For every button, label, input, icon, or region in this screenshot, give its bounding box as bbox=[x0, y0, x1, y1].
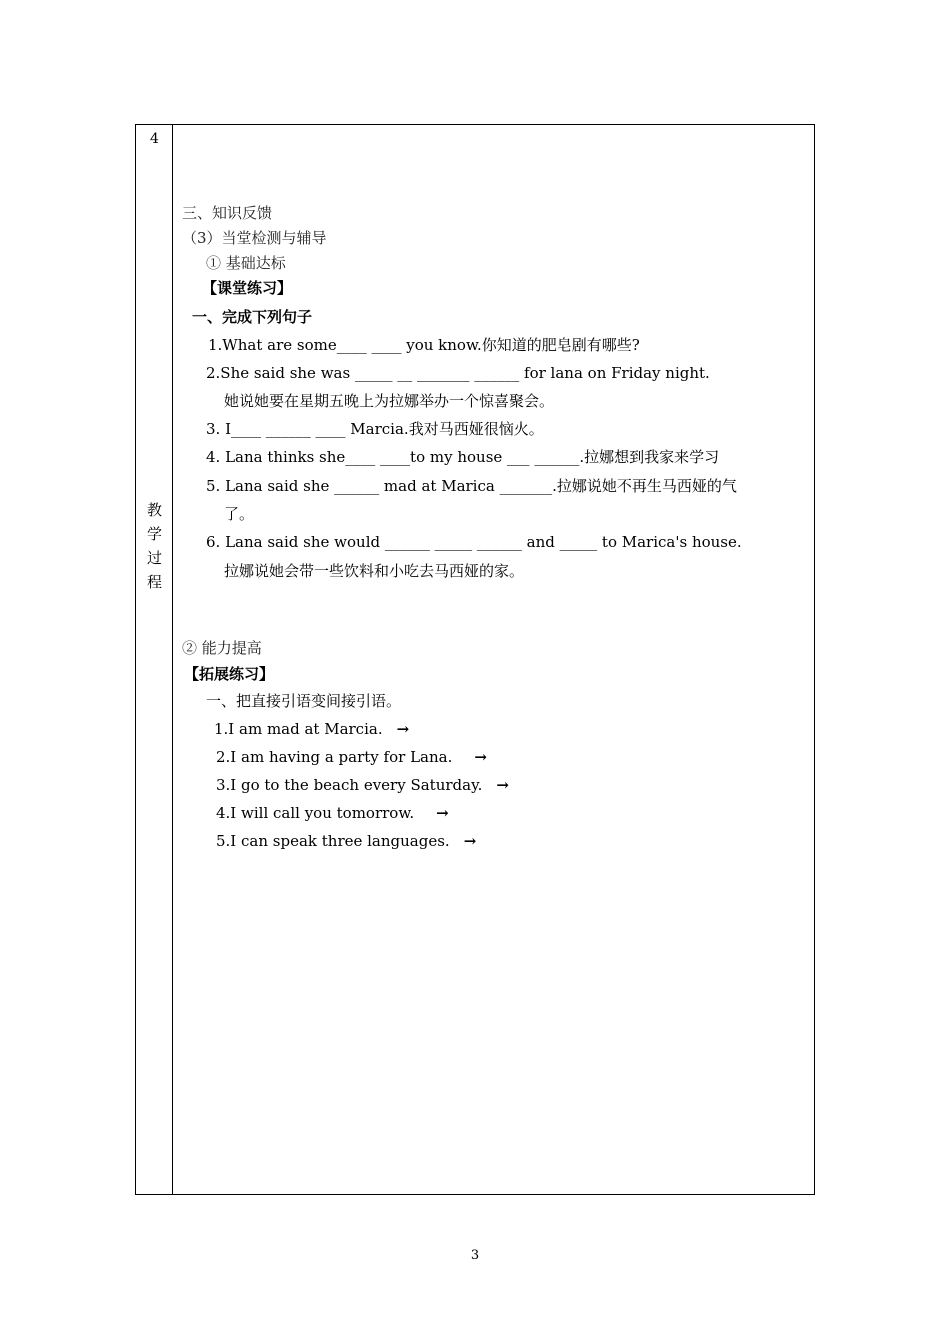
content-cell bbox=[173, 125, 814, 1194]
side-label-char: 过 bbox=[146, 549, 162, 567]
part1-title: 一、完成下列句子 bbox=[192, 308, 313, 326]
section-heading: 三、知识反馈 bbox=[182, 204, 273, 222]
quote-item bbox=[214, 719, 409, 739]
exercise-sentence: 1.What are some____ ____ you know.你知道的肥皂剧有哪些? bbox=[208, 336, 640, 354]
exercise-translation: 拉娜说她会带一些饮料和小吃去马西娅的家。 bbox=[224, 562, 525, 580]
exercise-translation: 她说她要在星期五晚上为拉娜举办一个惊喜聚会。 bbox=[224, 392, 555, 410]
lesson-table bbox=[135, 124, 815, 1195]
exercise-sentence: 6. Lana said she would ______ _____ ______ and _____ to Marica's house. bbox=[206, 533, 742, 551]
arrow-icon: → bbox=[474, 748, 487, 766]
quote-text: 4.I will call you tomorrow. bbox=[216, 804, 415, 822]
extended-practice-title: 【拓展练习】 bbox=[184, 665, 275, 683]
section-subheading: （3）当堂检测与辅导 bbox=[182, 229, 327, 247]
side-label-char: 教 bbox=[146, 501, 162, 519]
arrow-icon: → bbox=[396, 720, 410, 738]
teaching-process-label bbox=[136, 498, 173, 594]
arrow-icon: → bbox=[436, 804, 449, 822]
exercise-sentence: 5. Lana said she ______ mad at Marica _______.拉娜说她不再生马西娅的气 bbox=[206, 477, 737, 495]
quote-item bbox=[216, 747, 487, 767]
ability-title: ② 能力提高 bbox=[182, 639, 262, 657]
side-label-char: 程 bbox=[146, 573, 162, 591]
quote-text: 5.I can speak three languages. bbox=[216, 832, 450, 850]
basic-title: ① 基础达标 bbox=[206, 254, 286, 272]
quote-item bbox=[216, 775, 509, 795]
side-label-char: 学 bbox=[146, 525, 162, 543]
left-column bbox=[136, 125, 173, 1194]
page-number: 3 bbox=[470, 1248, 480, 1263]
exercise-sentence: 3. I____ ______ ____ Marcia.我对马西娅很恼火。 bbox=[206, 420, 544, 438]
classroom-practice-title: 【课堂练习】 bbox=[202, 279, 293, 297]
quote-text: 2.I am having a party for Lana. bbox=[216, 748, 453, 766]
exercise-sentence: 4. Lana thinks she____ ____to my house ___ ______.拉娜想到我家来学习 bbox=[206, 448, 720, 466]
exercise-translation: 了。 bbox=[224, 505, 255, 523]
quote-item bbox=[216, 803, 449, 823]
part2-title: 一、把直接引语变间接引语。 bbox=[206, 692, 402, 710]
row-number: 4 bbox=[150, 131, 159, 147]
quote-item bbox=[216, 831, 476, 851]
arrow-icon: → bbox=[463, 832, 477, 850]
quote-text: 1.I am mad at Marcia. bbox=[214, 720, 383, 738]
exercise-sentence: 2.She said she was _____ __ _______ ______ for lana on Friday night. bbox=[206, 364, 710, 382]
quote-text: 3.I go to the beach every Saturday. bbox=[216, 776, 483, 794]
arrow-icon: → bbox=[496, 776, 509, 794]
